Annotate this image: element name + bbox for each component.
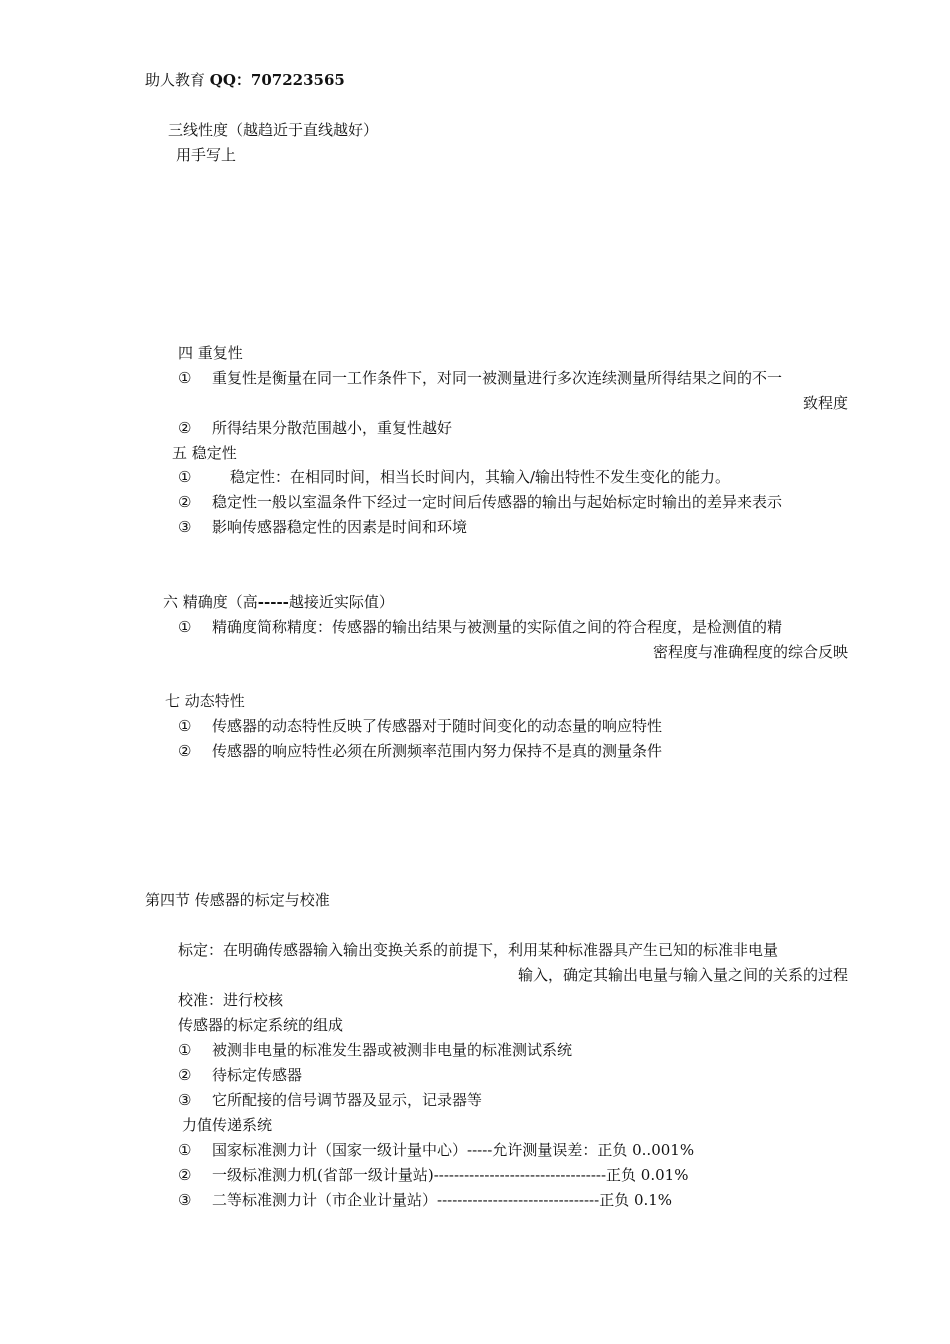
- dynamic-item-1: [178, 716, 662, 736]
- stability-item-1: [178, 467, 730, 487]
- brand-name: 助人教育: [145, 71, 206, 89]
- force-item-2: [178, 1165, 688, 1185]
- dynamic-title: 七 动态特性: [165, 692, 245, 710]
- system-title: 传感器的标定系统的组成: [178, 1016, 344, 1034]
- item-number: ③: [178, 1191, 192, 1209]
- item-text: 二等标准测力计（市企业计量站）--------------------------------正负 0.1%: [212, 1191, 673, 1209]
- item-text: 影响传感器稳定性的因素是时间和环境: [212, 518, 468, 536]
- item-number: ①: [178, 717, 192, 735]
- linearity-title: 三线性度（越趋近于直线越好）: [168, 121, 379, 139]
- item-text: 所得结果分散范围越小，重复性越好: [212, 419, 453, 437]
- system-item-2: [178, 1065, 302, 1085]
- accuracy-title: [163, 592, 394, 612]
- item-text: 传感器的动态特性反映了传感器对于随时间变化的动态量的响应特性: [212, 717, 663, 735]
- section-4-title: 第四节 传感器的标定与校准: [145, 891, 330, 909]
- accuracy-item-1: [178, 617, 782, 637]
- system-item-3: [178, 1090, 482, 1110]
- item-text: 重复性是衡量在同一工作条件下，对同一被测量进行多次连续测量所得结果之间的不一: [212, 369, 783, 387]
- item-text: 稳定性：在相同时间，相当长时间内，其输入/输出特性不发生变化的能力。: [230, 468, 731, 486]
- item-number: ③: [178, 518, 192, 536]
- system-item-1: [178, 1040, 572, 1060]
- linearity-note: 用手写上: [176, 146, 237, 164]
- item-text: 国家标准测力计（国家一级计量中心）-----允许测量误差：正负 0..001%: [212, 1141, 695, 1159]
- stability-item-3: [178, 517, 467, 537]
- force-item-3: [178, 1190, 672, 1210]
- item-number: ①: [178, 1141, 192, 1159]
- accuracy-title-post: 越接近实际值）: [288, 593, 394, 611]
- item-text: 一级标准测力机(省部一级计量站)----------------------------------正负 0.01%: [212, 1166, 689, 1184]
- item-number: ①: [178, 369, 192, 387]
- repeatability-title: 四 重复性: [178, 344, 243, 362]
- force-title: 力值传递系统: [182, 1116, 273, 1134]
- item-text: 精确度简称精度：传感器的输出结果与被测量的实际值之间的符合程度，是检测值的精: [212, 618, 783, 636]
- accuracy-item-1-continuation: 密程度与准确程度的综合反映: [652, 643, 848, 661]
- page-header: [145, 70, 345, 90]
- stability-title: 五 稳定性: [172, 444, 237, 462]
- accuracy-title-dash: -----: [257, 593, 289, 611]
- accuracy-title-pre: 六 精确度（高: [163, 593, 258, 611]
- item-number: ①: [178, 1041, 192, 1059]
- item-number: ③: [178, 1091, 192, 1109]
- force-item-1: [178, 1140, 694, 1160]
- repeatability-item-1-continuation: 致程度: [802, 394, 848, 412]
- item-text: 待标定传感器: [212, 1066, 303, 1084]
- item-number: ②: [178, 742, 192, 760]
- qq-number: QQ：707223565: [209, 71, 345, 89]
- item-number: ①: [178, 468, 192, 486]
- item-text: 被测非电量的标准发生器或被测非电量的标准测试系统: [212, 1041, 573, 1059]
- item-number: ②: [178, 1066, 192, 1084]
- item-text: 稳定性一般以室温条件下经过一定时间后传感器的输出与起始标定时输出的差异来表示: [212, 493, 783, 511]
- calibration-definition-continuation: 输入，确定其输出电量与输入量之间的关系的过程: [517, 966, 848, 984]
- item-number: ②: [178, 419, 192, 437]
- stability-item-2: [178, 492, 782, 512]
- item-text: 传感器的响应特性必须在所测频率范围内努力保持不是真的测量条件: [212, 742, 663, 760]
- dynamic-item-2: [178, 741, 662, 761]
- check-definition: 校准：进行校核: [178, 991, 284, 1009]
- calibration-definition: 标定：在明确传感器输入输出变换关系的前提下，利用某种标准器具产生已知的标准非电量: [178, 941, 779, 959]
- repeatability-item-2: [178, 418, 452, 438]
- item-text: 它所配接的信号调节器及显示，记录器等: [212, 1091, 483, 1109]
- item-number: ②: [178, 1166, 192, 1184]
- item-number: ②: [178, 493, 192, 511]
- item-number: ①: [178, 618, 192, 636]
- repeatability-item-1: [178, 368, 782, 388]
